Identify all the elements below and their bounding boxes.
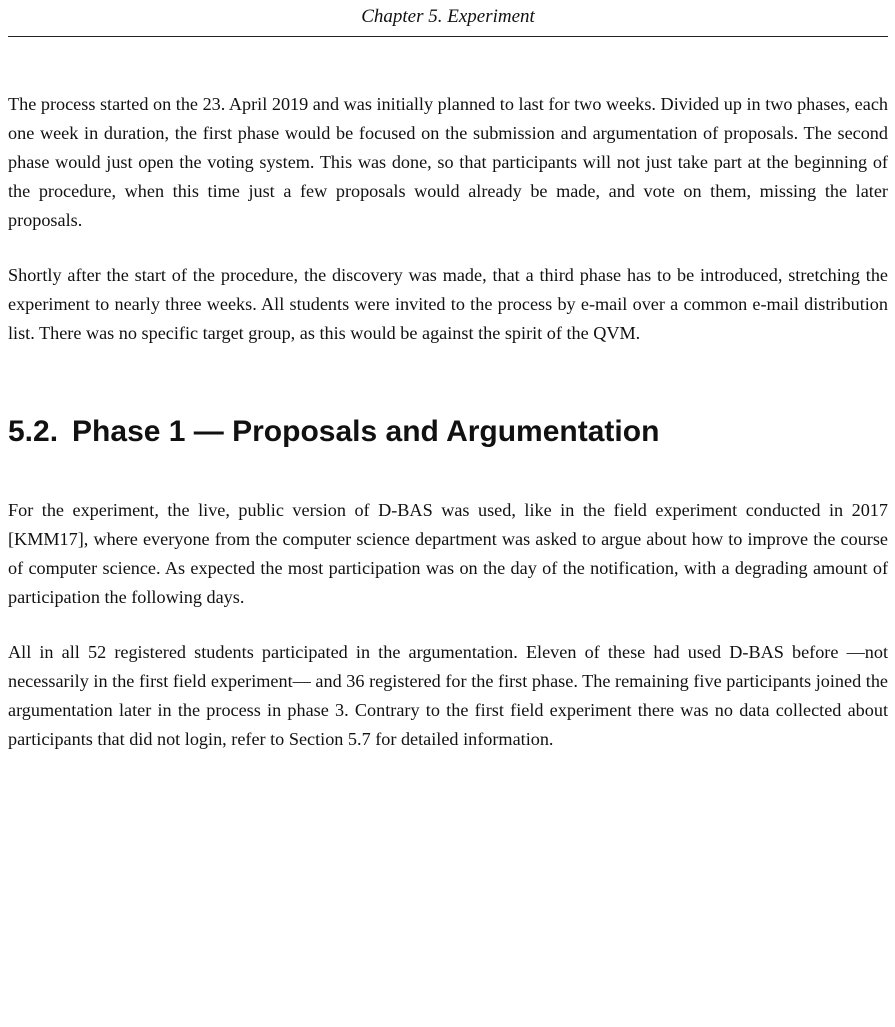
section-number: 5.2. — [8, 415, 59, 448]
section-heading — [8, 414, 888, 450]
paragraph-dbas-experiment: For the experiment, the live, public version of D-BAS was used, like in the field experiment conducted in 2017 [KMM17], where everyone from the computer science department was asked to argue about how to improve the course of computer science. As expected the most participation was on the day of the notification, with a degrading amount of participation the following days. — [8, 500, 888, 607]
paragraph-process-start: The process started on the 23. April 2019 and was initially planned to last for two weeks. Divided up in two phases, each one week in duration, the first phase would be focused on the submission and argumentation of proposals. The second phase would just open the voting system. This was done, so that participants will not just take part at the beginning of the procedure, when this time just a few proposals would already be made, and vote on them, missing the later proposals. — [8, 94, 888, 230]
document-page — [8, 0, 888, 754]
paragraph-third-phase: Shortly after the start of the procedure, the discovery was made, that a third phase has to be introduced, stretching the experiment to nearly three weeks. All students were invited to the process by e-mail over a common e-mail distribution list. There was no specific target group, as this would be against the spirit of the QVM. — [8, 265, 888, 343]
section-title: Phase 1 — Proposals and Argumentation — [72, 415, 660, 448]
chapter-title: Chapter 5. Experiment — [361, 6, 535, 27]
paragraph-participants: All in all 52 registered students participated in the argumentation. Eleven of these had used D-BAS before —not necessarily in the first field experiment— and 36 registered for the first phase. The remaining five participants joined the argumentation later in the process in phase 3. Contrary to the first field experiment there was no data collected about participants that did not login, refer to Section 5.7 for detailed information. — [8, 642, 888, 749]
running-header — [8, 0, 888, 37]
